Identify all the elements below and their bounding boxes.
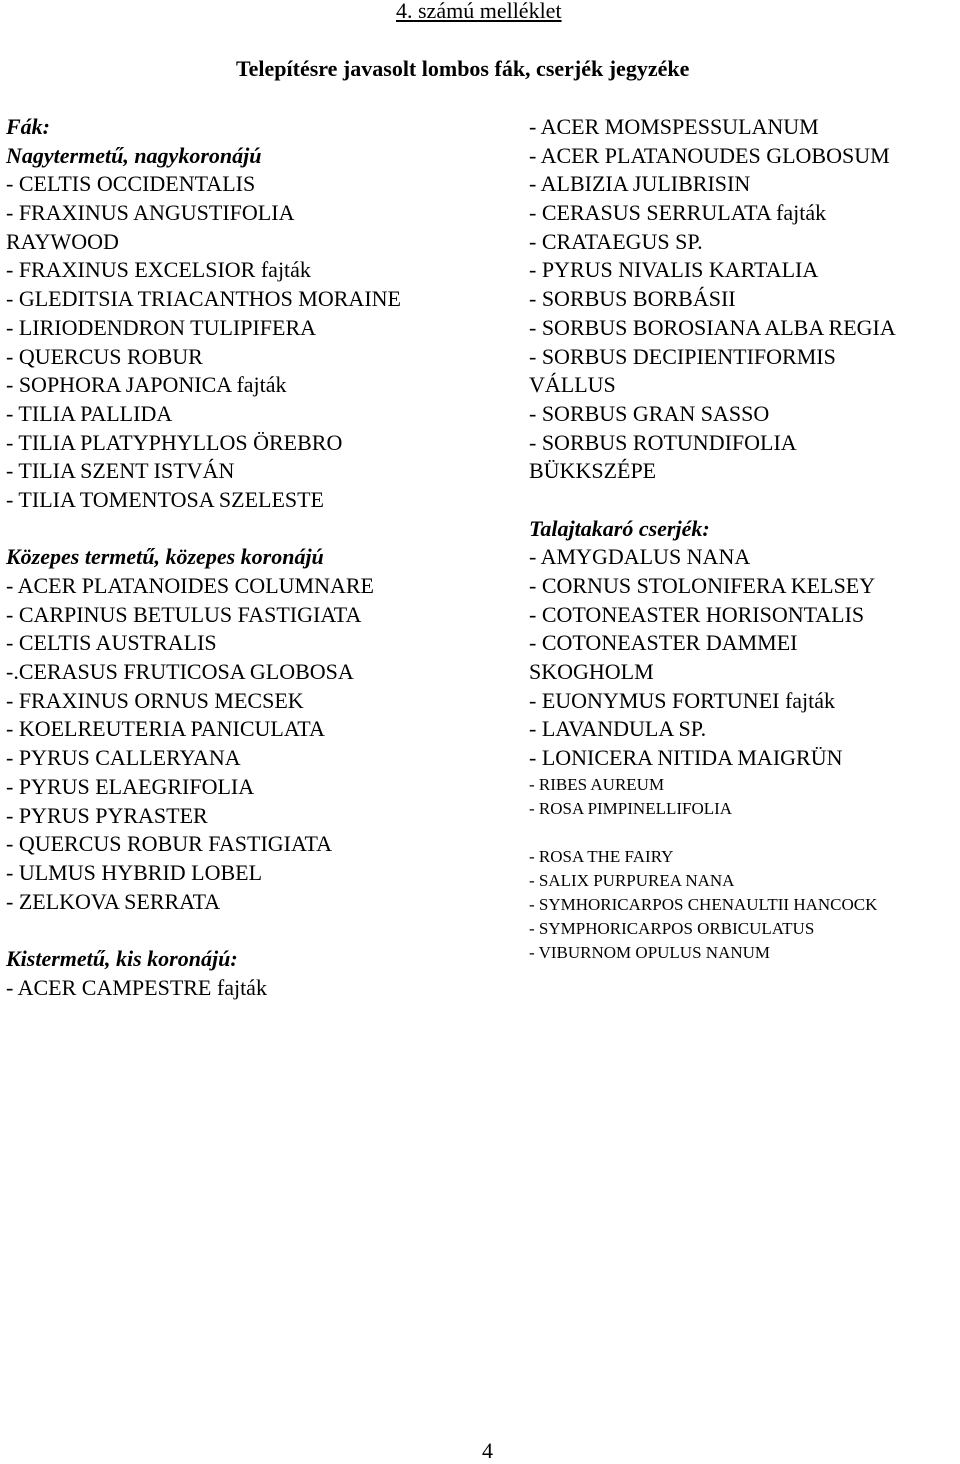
list-item: - FRAXINUS EXCELSIOR fajták: [6, 257, 311, 283]
list-item: RAYWOOD: [6, 228, 119, 254]
list-item: - QUERCUS ROBUR: [6, 343, 203, 369]
list-item: - LAVANDULA SP.: [529, 716, 707, 742]
list-item: - SALIX PURPUREA NANA: [529, 870, 735, 890]
groundcover-list: [529, 543, 959, 773]
large-trees-list: [6, 170, 506, 514]
list-item: - SYMPHORICARPOS ORBICULATUS: [529, 918, 815, 938]
list-item: - PYRUS CALLERYANA: [6, 745, 241, 771]
list-item: - ALBIZIA JULIBRISIN: [529, 171, 751, 197]
left-column: [6, 113, 506, 1002]
list-item: - CORNUS STOLONIFERA KELSEY: [529, 573, 876, 598]
list-item: - SORBUS DECIPIENTIFORMIS: [529, 343, 836, 369]
list-item: - CELTIS OCCIDENTALIS: [6, 171, 256, 197]
groundcover-heading: Talajtakaró cserjék:: [529, 515, 710, 541]
large-trees-heading: Nagytermetű, nagykoronájú: [6, 142, 262, 168]
list-item: - SORBUS BOROSIANA ALBA REGIA: [529, 314, 896, 340]
list-item: - CERASUS SERRULATA fajták: [529, 200, 827, 226]
list-item: SKOGHOLM: [529, 659, 654, 685]
list-item: - TILIA SZENT ISTVÁN: [6, 458, 235, 484]
groundcover-list-small-a: [529, 773, 959, 821]
list-item: - ULMUS HYBRID LOBEL: [6, 859, 263, 885]
list-item: - GLEDITSIA TRIACANTHOS MORAINE: [6, 286, 401, 312]
list-item: - ACER PLATANOIDES COLUMNARE: [6, 573, 374, 598]
list-item: - COTONEASTER DAMMEI: [529, 630, 798, 656]
list-item: - ROSA THE FAIRY: [529, 846, 674, 866]
list-item: - QUERCUS ROBUR FASTIGIATA: [6, 831, 333, 857]
list-item: - FRAXINUS ANGUSTIFOLIA: [6, 200, 295, 226]
list-item: - ROSA PIMPINELLIFOLIA: [529, 798, 733, 818]
list-item: - SOPHORA JAPONICA fajták: [6, 372, 287, 398]
list-item: - PYRUS ELAEGRIFOLIA: [6, 773, 255, 799]
small-trees-heading: Kistermetű, kis koronájú:: [6, 945, 238, 971]
list-item: - TILIA PALLIDA: [6, 400, 173, 426]
page-title: Telepítésre javasolt lombos fák, cserjék jegyzéke: [236, 56, 690, 81]
list-item: - COTONEASTER HORISONTALIS: [529, 601, 865, 627]
list-item: - ACER CAMPESTRE fajták: [6, 974, 267, 1000]
list-item: - PYRUS PYRASTER: [6, 802, 208, 828]
groundcover-list-small-b: [529, 845, 959, 965]
list-item: -.CERASUS FRUTICOSA GLOBOSA: [6, 659, 354, 685]
list-item: - SORBUS GRAN SASSO: [529, 400, 770, 426]
list-item: - SORBUS BORBÁSII: [529, 286, 736, 312]
small-trees-list-continued: [529, 113, 959, 486]
list-item: - PYRUS NIVALIS KARTALIA: [529, 257, 819, 283]
list-item: - FRAXINUS ORNUS MECSEK: [6, 687, 304, 713]
list-item: - SORBUS ROTUNDIFOLIA: [529, 429, 797, 455]
list-item: - RIBES AUREUM: [529, 774, 665, 794]
list-item: - EUONYMUS FORTUNEI fajták: [529, 687, 836, 713]
list-item: - SYMHORICARPOS CHENAULTII HANCOCK: [529, 894, 878, 914]
right-column: [529, 113, 959, 965]
list-item: BÜKKSZÉPE: [529, 458, 657, 484]
list-item: - LONICERA NITIDA MAIGRÜN: [529, 745, 843, 771]
list-item: - ZELKOVA SERRATA: [6, 888, 221, 914]
list-item: - ACER PLATANOUDES GLOBOSUM: [529, 142, 890, 168]
list-item: - VIBURNOM OPULUS NANUM: [529, 942, 771, 962]
list-item: - TILIA PLATYPHYLLOS ÖREBRO: [6, 429, 343, 455]
list-item: - ACER MOMSPESSULANUM: [529, 114, 819, 139]
list-item: - AMYGDALUS NANA: [529, 544, 751, 570]
list-item: - CRATAEGUS SP.: [529, 228, 703, 254]
page-number: 4: [482, 1438, 493, 1463]
list-item: - TILIA TOMENTOSA SZELESTE: [6, 486, 324, 512]
trees-heading: Fák:: [6, 114, 50, 139]
list-item: - CELTIS AUSTRALIS: [6, 630, 217, 656]
list-item: - LIRIODENDRON TULIPIFERA: [6, 314, 317, 340]
small-trees-list: [6, 974, 506, 1003]
annex-label: 4. számú melléklet: [396, 0, 562, 23]
medium-trees-list: [6, 572, 506, 916]
list-item: VÁLLUS: [529, 372, 616, 398]
medium-trees-heading: Közepes termetű, közepes koronájú: [6, 544, 324, 570]
list-item: - CARPINUS BETULUS FASTIGIATA: [6, 601, 362, 627]
list-item: - KOELREUTERIA PANICULATA: [6, 716, 325, 742]
